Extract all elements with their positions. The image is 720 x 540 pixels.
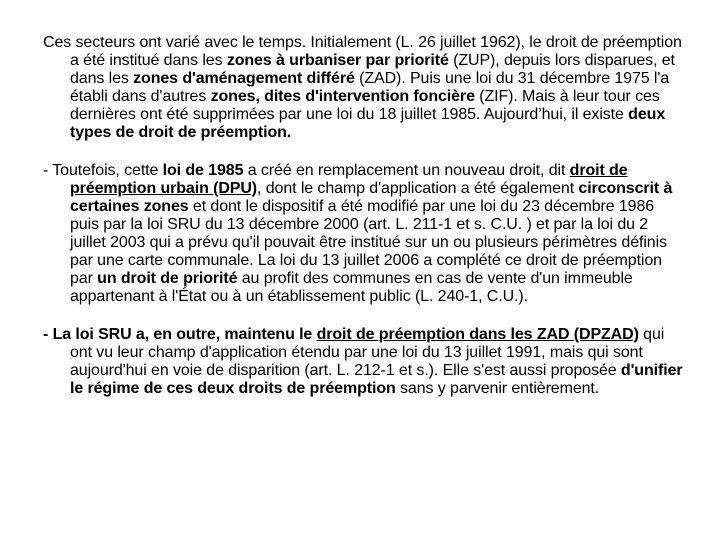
text-segment: zones, dites d'intervention foncière: [210, 88, 475, 105]
text-segment: a créé en remplacement un nouveau droit, dit: [243, 162, 570, 179]
text-segment: sans y parvenir entièrement.: [395, 380, 600, 397]
text-segment: deux types de droit de préemption.: [70, 106, 666, 141]
text-segment: (ZUP), depuis lors disparues, et dans les: [70, 52, 675, 87]
text-segment: - La loi SRU a, en outre, maintenu le: [43, 326, 317, 343]
text-segment: loi de 1985: [162, 162, 244, 179]
paragraph-dpu: [43, 162, 683, 306]
text-segment: au profit des communes en cas de vente d'un immeuble appartenant à l'État ou à un établissement public (L. 240-1, C.U.).: [70, 270, 633, 305]
text-segment: Ces secteurs ont varié avec le temps. Initialement (L. 26 juillet 1962), le droit de préemption a été institué dans les: [43, 34, 682, 69]
text-segment: (ZIF). Mais à leur tour ces dernières ont été supprimées par une loi du 18 juillet 1985. Aujourd’hui, il existe: [70, 88, 660, 123]
text-segment: , dont le champ d'application a été également: [257, 180, 579, 197]
text-segment: d'unifier le régime de ces deux droits de préemption: [70, 362, 683, 397]
text-segment: qui ont vu leur champ d'application étendu par une loi du 13 juillet 1991, mais qui sont aujourd'hui en voie de disparition (art. L. 212-1 et s.). Elle s'est aussi proposée: [70, 326, 665, 379]
text-segment: zones d'aménagement différé: [133, 70, 355, 87]
text-segment: (ZAD). Puis une loi du 31 décembre 1975 l'a établi dans d'autres: [70, 70, 670, 105]
text-segment: circonscrit à certaines zones: [70, 180, 673, 215]
text-segment: et dont le dispositif a été modifié par une loi du 23 décembre 1986 puis par la loi SRU du 13 décembre 2000 (art. L. 211-1 et s. C.U. ) et par la loi du 2 juillet 2003 qui a prévu qu'il pouvait être institué sur un ou plusieurs périmètres définis par une carte communale. La loi du 13 juillet 2006 a complété ce droit de préemption par: [70, 198, 667, 287]
text-segment: un droit de priorité: [97, 270, 238, 287]
text-segment: droit de préemption urbain (DPU): [70, 162, 628, 197]
paragraph-dpzad: [43, 326, 683, 398]
document-body: [43, 34, 683, 398]
paragraph-history: [43, 34, 683, 142]
text-segment: zones à urbaniser par priorité: [226, 52, 449, 69]
text-segment: droit de préemption dans les ZAD (DPZAD): [316, 326, 639, 343]
text-segment: - Toutefois, cette: [43, 162, 163, 179]
